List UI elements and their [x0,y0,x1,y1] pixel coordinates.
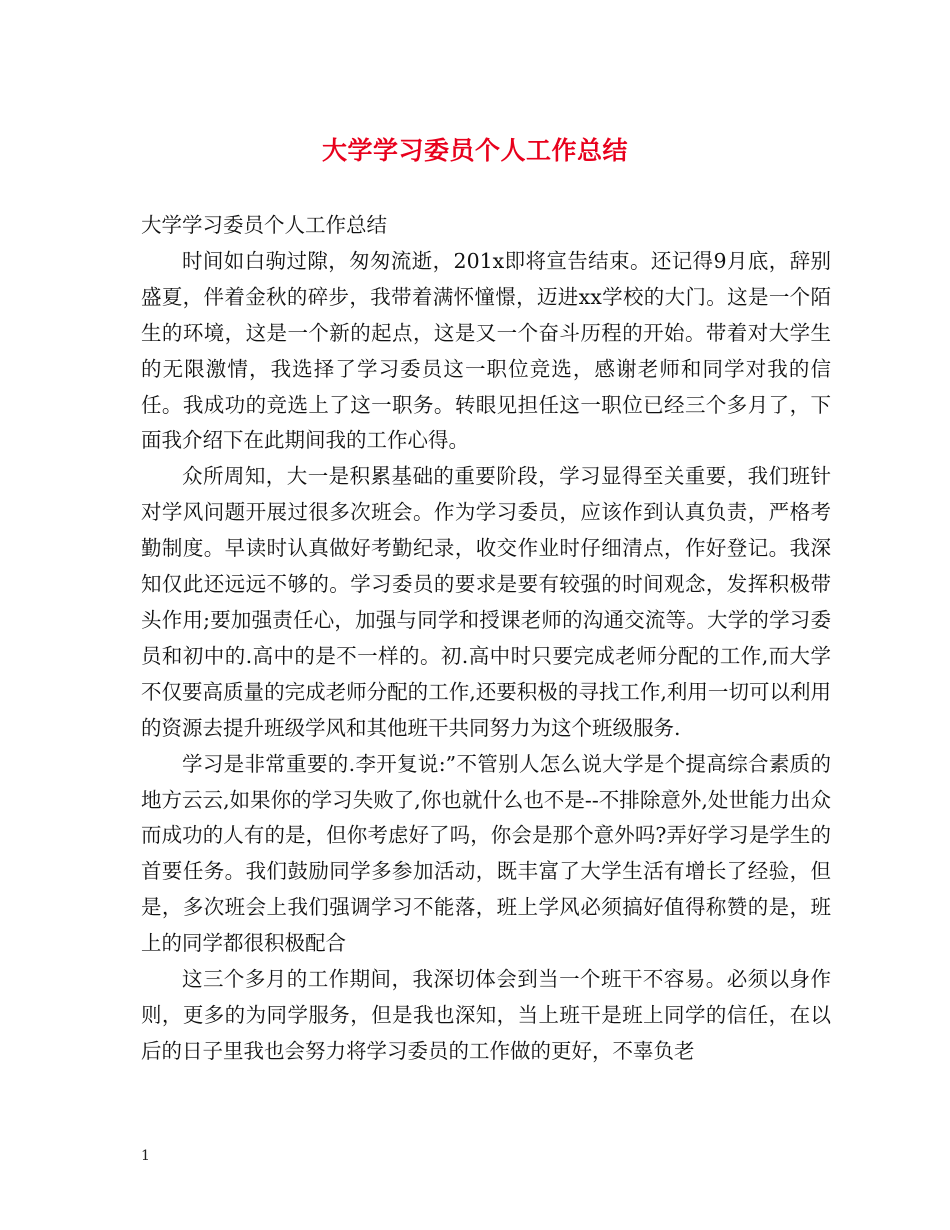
document-subtitle: 大学学习委员个人工作总结 [141,213,387,237]
page-number: 1 [141,1148,150,1164]
paragraph-3: 学习是非常重要的.李开复说:”不管别人怎么说大学是个提高综合素质的地方云云,如果你的学习失败了,你也就什么也不是--不排除意外,处世能力出众而成功的人有的是，但你考虑好了吗，你会是那个意外吗?弄好学习是学生的首要任务。我们鼓励同学多参加活动，既丰富了大学生活有增长了经验，但是，多次班会上我们强调学习不能落，班上学风必须搞好值得称赞的是，班上的同学都很积极配合 [141,751,831,956]
document-title: 大学学习委员个人工作总结 [321,136,628,165]
paragraph-1: 时间如白驹过隙，匆匆流逝，201x即将宣告结束。还记得9月底，辞别盛夏，伴着金秋的碎步，我带着满怀憧憬，迈进xx学校的大门。这是一个陌生的环境，这是一个新的起点，这是又一个奋斗历程的开始。带着对大学生的无限激情，我选择了学习委员这一职位竞选，感谢老师和同学对我的信任。我成功的竞选上了这一职务。转眼见担任这一职位已经三个多月了，下面我介绍下在此期间我的工作心得。 [141,248,831,453]
paragraph-4: 这三个多月的工作期间，我深切体会到当一个班干不容易。必须以身作则，更多的为同学服务，但是我也深知，当上班干是班上同学的信任，在以后的日子里我也会努力将学习委员的工作做的更好，不辜负老 [141,967,831,1063]
document-body [141,208,831,1070]
paragraph-2: 众所周知，大一是积累基础的重要阶段，学习显得至关重要，我们班针对学风问题开展过很多次班会。作为学习委员，应该作到认真负责，严格考勤制度。早读时认真做好考勤纪录，收交作业时仔细清点，作好登记。我深知仅此还远远不够的。学习委员的要求是要有较强的时间观念，发挥积极带头作用;要加强责任心，加强与同学和授课老师的沟通交流等。大学的学习委员和初中的.高中的是不一样的。初.高中时只要完成老师分配的工作,而大学不仅要高质量的完成老师分配的工作,还要积极的寻找工作,利用一切可以利用的资源去提升班级学风和其他班干共同努力为这个班级服务. [141,464,831,740]
